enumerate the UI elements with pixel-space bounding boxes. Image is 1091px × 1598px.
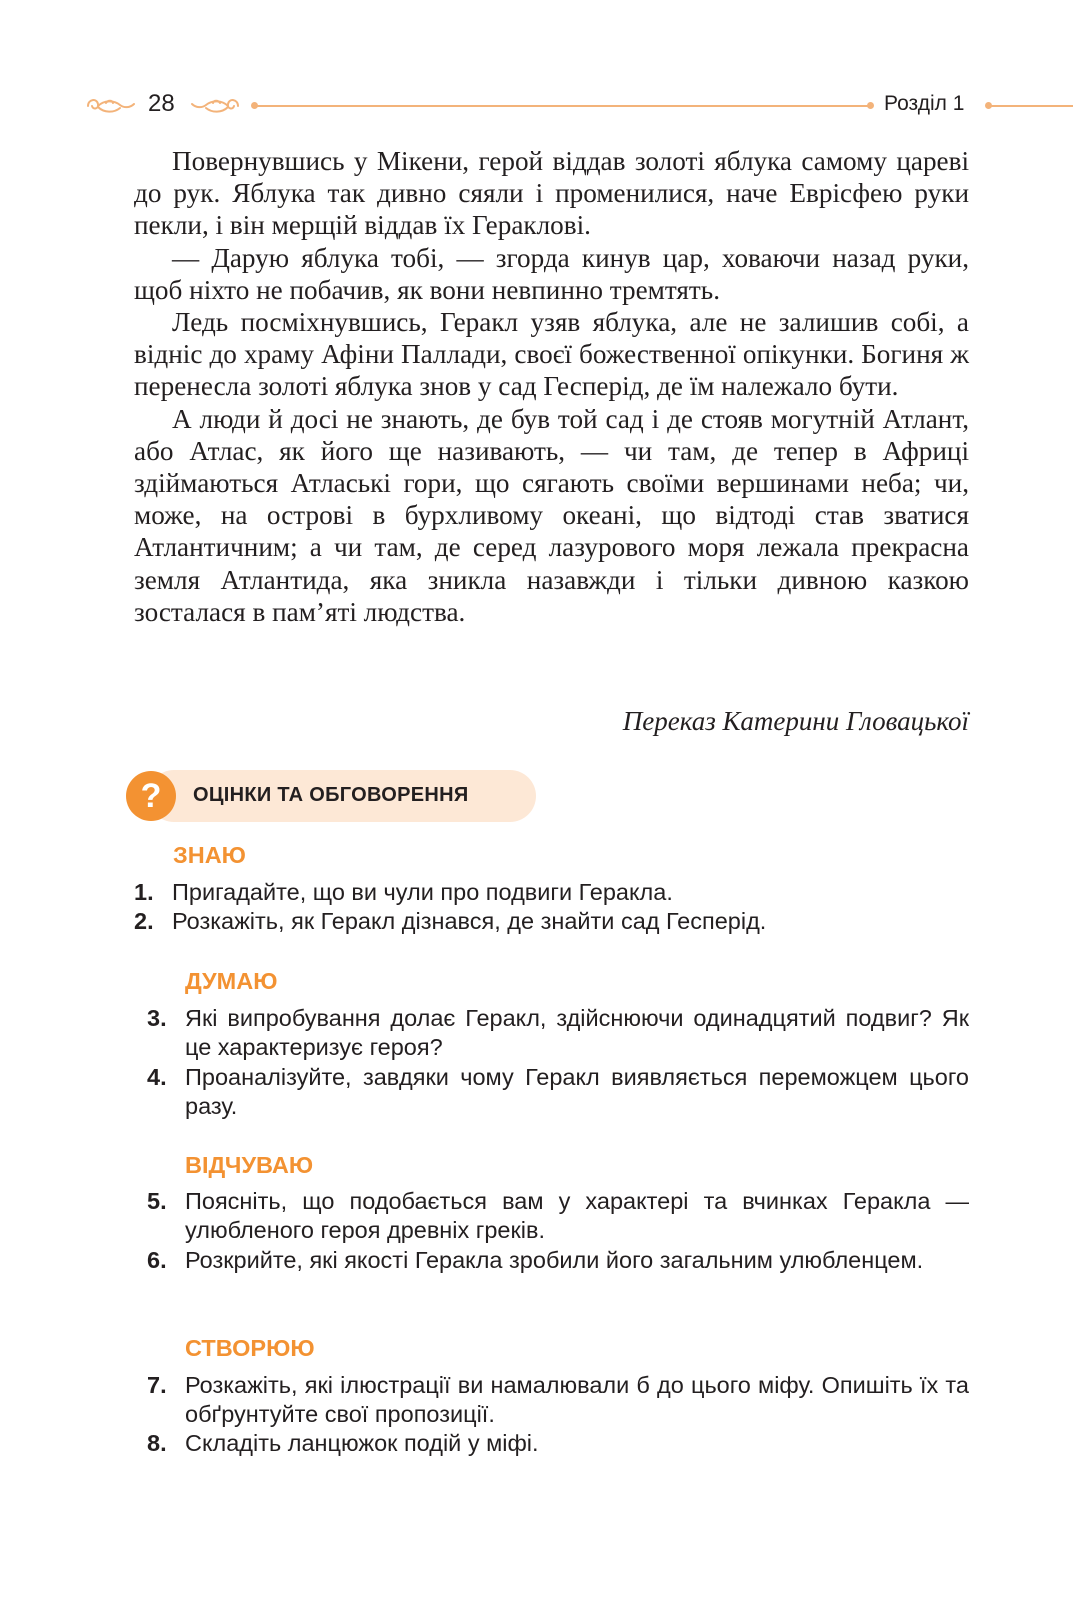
category-title: ДУМАЮ — [185, 968, 278, 994]
question-text: Пригадайте, що ви чули про подвиги Геракла. — [172, 879, 673, 905]
question-icon: ? — [126, 771, 176, 821]
question-item — [147, 1371, 969, 1429]
section-label: Розділ 1 — [884, 92, 965, 115]
question-text: Розкажіть, як Геракл дізнався, де знайти сад Гесперід. — [172, 908, 767, 934]
question-text: Складіть ланцюжок подій у міфі. — [185, 1430, 539, 1456]
section-banner — [126, 770, 536, 822]
page-number: 28 — [148, 90, 175, 117]
question-number: 2. — [134, 908, 154, 934]
category-title: СТВОРЮЮ — [185, 1335, 315, 1361]
attribution: Переказ Катерини Гловацької — [622, 706, 969, 736]
story-paragraph: Ледь посміхнувшись, Геракл узяв яблука, але не залишив собі, а відніс до храму Афіни Паллади, своєї божественної опікунки. Богиня ж перенесла золоті яблука знов у сад Гесперід, де їм належало бути. — [134, 307, 969, 402]
question-item — [134, 907, 969, 936]
question-text: Розкрийте, які якості Геракла зробили його загальним улюбленцем. — [185, 1247, 924, 1273]
question-number: 4. — [147, 1064, 167, 1090]
category-title: ВІДЧУВАЮ — [185, 1152, 314, 1178]
story-paragraph: Повернувшись у Мікени, герой віддав золоті яблука самому цареві до рук. Яблука так дивно сяяли і променилися, наче Еврісфею руки пекли, і він мерщій віддав їх Гераклові. — [134, 146, 969, 241]
question-item — [147, 1187, 969, 1245]
header-rule-dot — [867, 102, 874, 109]
header-rule-right — [991, 105, 1073, 107]
question-text: Які випробування долає Геракл, здійснюючи одинадцятий подвиг? Як це характеризує героя? — [185, 1005, 969, 1060]
question-item — [147, 1429, 969, 1458]
story-paragraph: — Дарую яблука тобі, — згорда кинув цар, ховаючи назад руки, щоб ніхто не побачив, як вони невпинно тремтять. — [134, 242, 969, 305]
question-text: Поясніть, що подобається вам у характері та вчинках Геракла — улюбленого героя древніх греків. — [185, 1188, 969, 1243]
question-item — [147, 1063, 969, 1121]
question-item — [147, 1246, 969, 1275]
question-number: 1. — [134, 879, 154, 905]
question-number: 6. — [147, 1247, 167, 1273]
question-number: 8. — [147, 1430, 167, 1456]
story-text — [134, 145, 969, 628]
banner-title: ОЦІНКИ ТА ОБГОВОРЕННЯ — [193, 784, 469, 806]
page-header — [0, 84, 1091, 128]
question-number: 5. — [147, 1188, 167, 1214]
story-paragraph: А люди й досі не знають, де був той сад і де стояв могутній Атлант, або Атлас, як його ще називають, — чи там, де тепер в Африці здіймаються Атлаські гори, що сягають своїми вершинами неба; чи, може, на острові в бурхливому океані, що відтоді став зватися Атлантичним; а чи там, де серед лазурового моря лежала прекрасна земля Атлантида, яка зникла назавжди і тільки дивною казкою зосталася в пам’яті людства. — [134, 403, 969, 627]
header-rule — [257, 105, 870, 107]
question-item — [134, 878, 969, 907]
question-text: Розкажіть, які ілюстрації ви намалювали б до цього міфу. Опишіть їх та обґрунтуйте свої пропозиції. — [185, 1372, 969, 1427]
category-title: ЗНАЮ — [173, 842, 246, 868]
left-ornament-icon — [84, 91, 136, 121]
right-ornament-icon — [190, 91, 242, 121]
question-text: Проаналізуйте, завдяки чому Геракл виявляється переможцем цього разу. — [185, 1064, 969, 1119]
question-number: 7. — [147, 1372, 167, 1398]
question-number: 3. — [147, 1005, 167, 1031]
question-item — [147, 1004, 969, 1062]
